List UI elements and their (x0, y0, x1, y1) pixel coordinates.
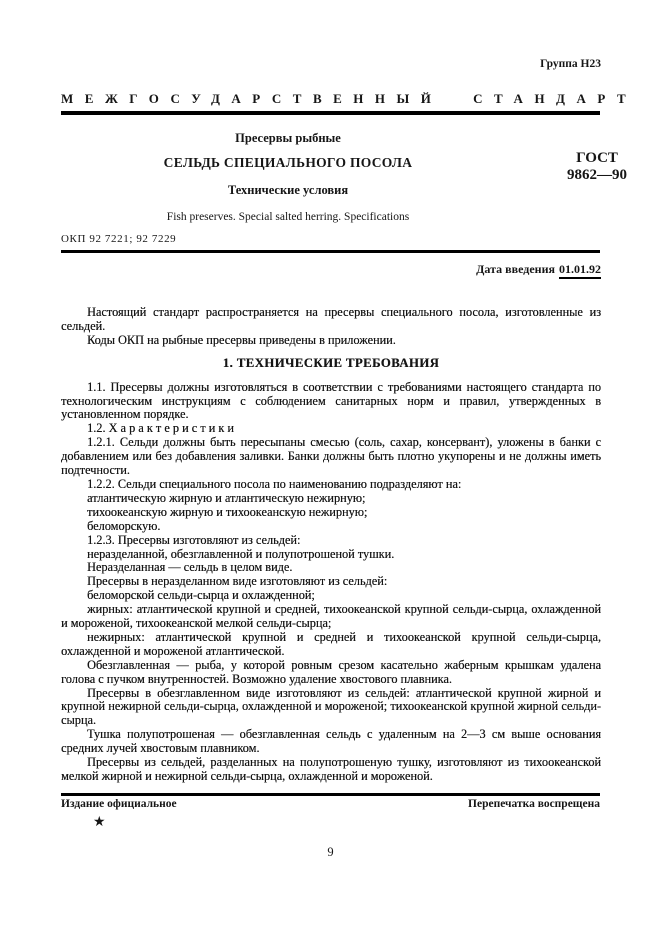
date-label: Дата введения (476, 262, 555, 276)
paragraph: жирных: атлантической крупной и средней, тихоокеанской крупной сельди-сырца, охлажденной и мороженой, тихоокеанской мелкой сельди-сырца; (61, 602, 601, 631)
page-footer (61, 798, 600, 810)
title-subtitle: Технические условия (227, 183, 349, 197)
footer-rule (61, 793, 600, 796)
title-english: Fish preserves. Special salted herring. Specifications (166, 211, 410, 223)
intro-paragraphs (61, 306, 601, 348)
page-number: 9 (327, 845, 334, 859)
section-paragraphs (61, 381, 601, 784)
gost-label: ГОСТ (576, 150, 618, 166)
title-name: СЕЛЬДЬ СПЕЦИАЛЬНОГО ПОСОЛА (163, 155, 413, 170)
header-rule (61, 111, 600, 115)
paragraph: неразделанной, обезглавленной и полупотрошеной тушки. (87, 546, 395, 561)
paragraph: 1.2.1. Сельди должны быть пересыпаны смесью (соль, сахар, консервант), уложены в банки с добавлением или без добавления заливки. Банки должны быть плотно укупорены и не должны иметь подтечности. (61, 435, 601, 478)
paragraph: Обезглавленная — рыба, у которой ровным срезом касательно жаберным крышкам удалена голова с пучком внутренностей. Возможно удаление хвостового плавника. (61, 657, 601, 686)
star-icon: ★ (93, 815, 106, 830)
official-edition-label: Издание официальное (61, 798, 177, 810)
paragraph: тихоокеанскую жирную и тихоокеанскую нежирную; (87, 504, 368, 519)
document-body (61, 306, 601, 784)
group-code: Группа Н23 (540, 58, 601, 70)
paragraph: 1.1. Пресервы должны изготовляться в соответствии с требованиями настоящего стандарта по технологическим инструкциям с соблюдением санитарных норм и правил, утвержденных в установленном порядке. (61, 379, 601, 422)
standard-type-heading: МЕЖГОСУДАРСТВЕННЫЙ СТАНДАРТ (61, 91, 638, 106)
paragraph: Тушка полупотрошеная — обезглавленная сельдь с удаленным на 2—3 см выше основания средних лучей хвостовым плавником. (61, 727, 601, 756)
title-block (61, 131, 627, 223)
paragraph: Настоящий стандарт распространяется на пресервы специального посола, изготовленные из сельдей. (61, 305, 601, 333)
divider-rule (61, 250, 600, 253)
paragraph: нежирных: атлантической крупной и средней и тихоокеанской крупной сельди-сырца, охлажденной и мороженой атлантической. (61, 629, 601, 658)
paragraph: Пресервы из сельдей, разделанных на полупотрошеную тушку, изготовляют из тихоокеанской мелкой жирной и нежирной сельди-сырца, охлажденной и мороженой. (61, 755, 601, 783)
section-heading: 1. ТЕХНИЧЕСКИЕ ТРЕБОВАНИЯ (222, 355, 440, 370)
paragraph: беломорской сельди-сырца и охлажденной; (87, 588, 315, 603)
paragraph: Пресервы в обезглавленном виде изготовляют из сельдей: атлантической крупной жирной и крупной нежирной сельди-сырца, охлажденной и мороженой; тихоокеанской крупной жирной сельди-сырца. (61, 685, 601, 728)
paragraph: беломорскую. (87, 518, 161, 533)
paragraph: атлантическую жирную и атлантическую нежирную; (87, 490, 366, 505)
paragraph: Коды ОКП на рыбные пресервы приведены в приложении. (87, 332, 396, 347)
title-category: Пресервы рыбные (235, 131, 341, 145)
paragraph: Неразделанная — сельдь в целом виде. (87, 560, 293, 575)
paragraph: 1.2.3. Пресервы изготовляют из сельдей: (87, 532, 301, 547)
introduction-date-line (476, 262, 601, 277)
okp-codes: ОКП 92 7221; 92 7229 (61, 233, 177, 245)
gost-number-block (557, 150, 637, 184)
paragraph: Пресервы в неразделанном виде изготовляют из сельдей: (87, 574, 388, 589)
date-value: 01.01.92 (559, 262, 601, 279)
paragraph: 1.2.2. Сельди специального посола по наименованию подразделяют на: (87, 476, 462, 491)
title-left-column (61, 131, 515, 223)
gost-number: 9862—90 (567, 167, 627, 183)
paragraph: 1.2. Х а р а к т е р и с т и к и (87, 421, 234, 436)
reprint-notice: Перепечатка воспрещена (468, 798, 600, 810)
